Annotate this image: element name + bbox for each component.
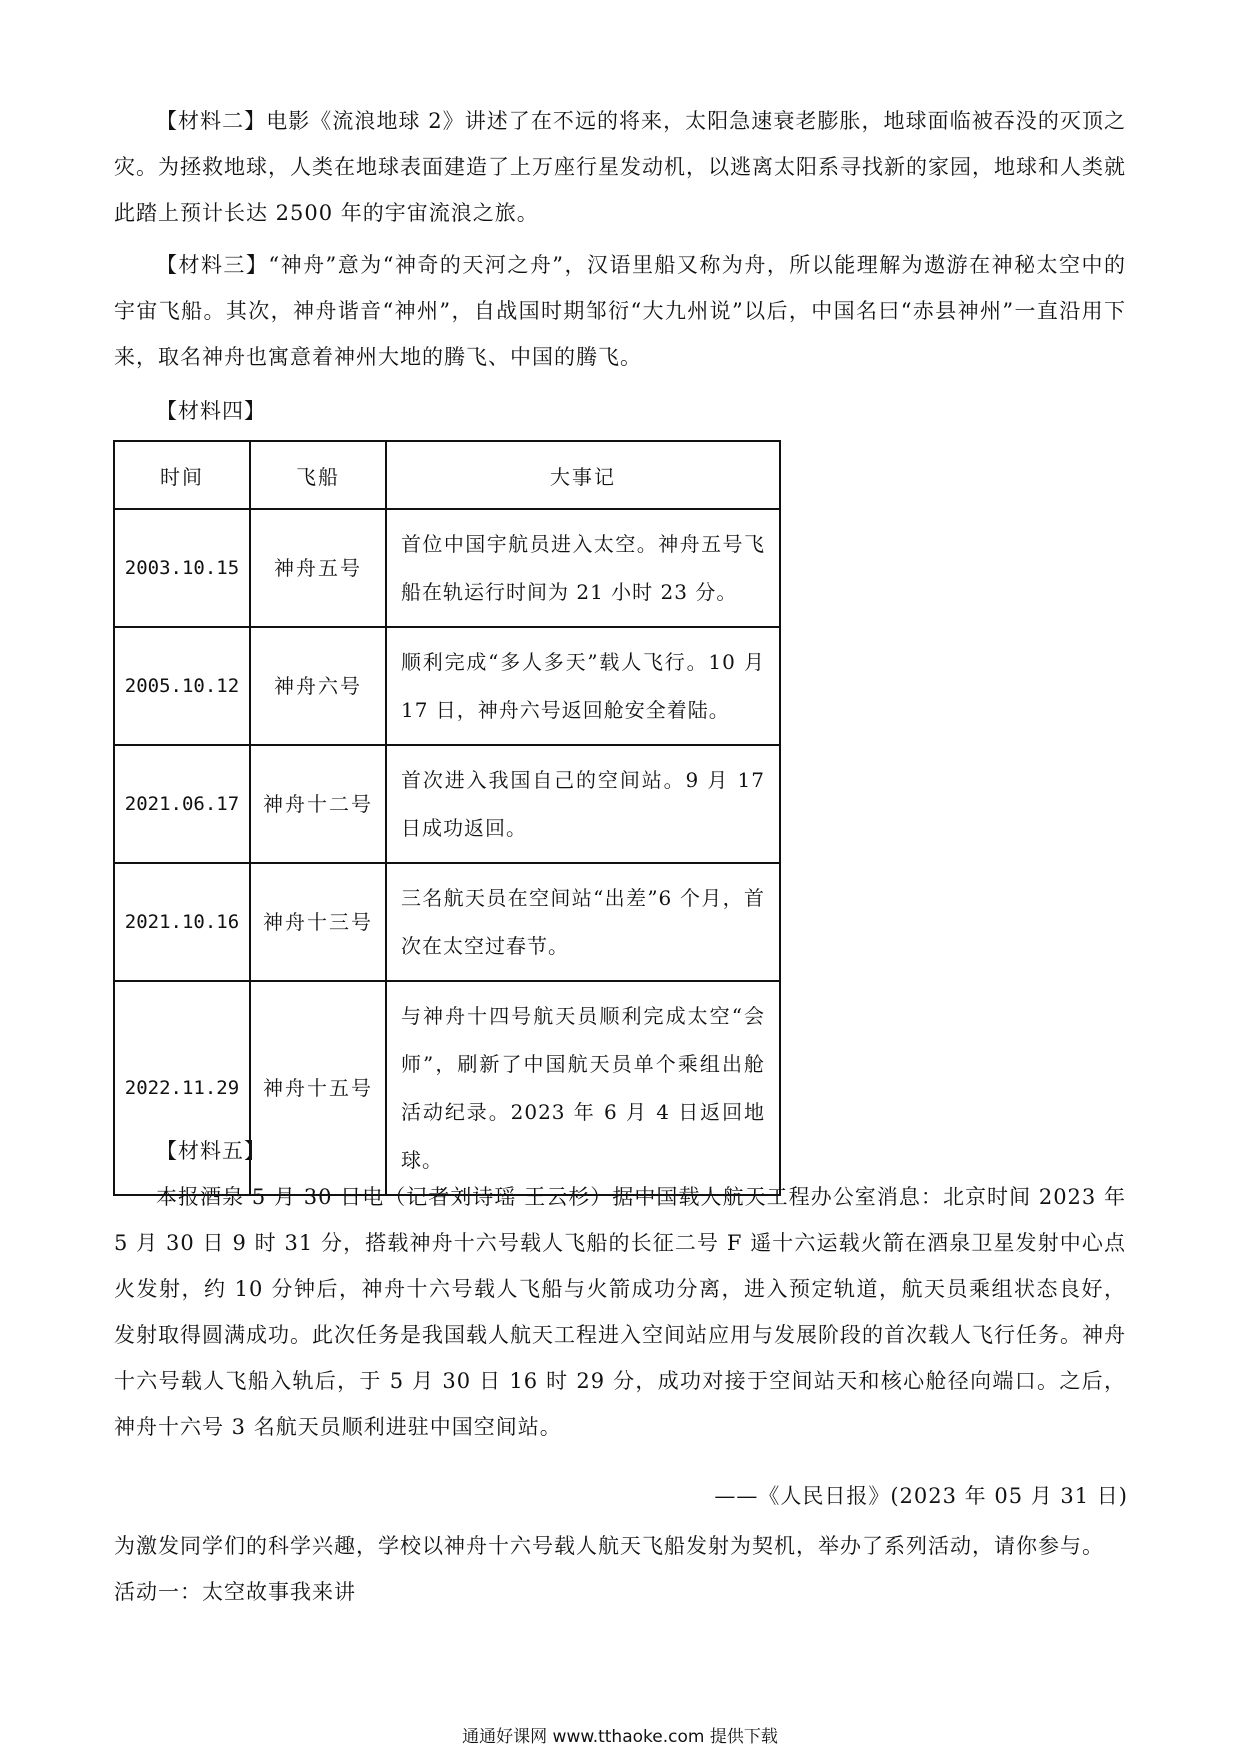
row-event: 首次进入我国自己的空间站。9 月 17 日成功返回。 (386, 745, 780, 863)
material-three-paragraph: 【材料三】“神舟”意为“神奇的天河之舟”，汉语里船又称为舟，所以能理解为遨游在神秘太空中的宇宙飞船。其次，神舟谐音“神州”，自战国时期邹衍“大九州说”以后，中国名曰“赤县神州”一直沿用下来，取名神舟也寓意着神州大地的腾飞、中国的腾飞。 (114, 253, 1126, 369)
table-row (114, 863, 780, 981)
table-header-row (114, 441, 780, 509)
activity-intro: 为激发同学们的科学兴趣，学校以神舟十六号载人航天飞船发射为契机，举办了系列活动，请你参与。 (114, 1534, 1104, 1558)
news-source-citation: ——《人民日报》(2023 年 05 月 31 日) (714, 1484, 1128, 1508)
material-five-paragraph: 本报酒泉 5 月 30 日电（记者刘诗瑶 王云杉）据中国载人航天工程办公室消息：北京时间 2023 年 5 月 30 日 9 时 31 分，搭载神舟十六号载人飞船的长征二号 F 遥十六运载火箭在酒泉卫星发射中心点火发射，约 10 分钟后，神舟十六号载人飞船与火箭成功分离，进入预定轨道，航天员乘组状态良好，发射取得圆满成功。此次任务是我国载人航天工程进入空间站应用与发展阶段的首次载人飞行任务。神舟十六号载人飞船入轨后，于 5 月 30 日 16 时 29 分，成功对接于空间站天和核心舱径向端口。之后，神舟十六号 3 名航天员顺利进驻中国空间站。 (114, 1185, 1126, 1439)
header-ship: 飞船 (250, 441, 386, 509)
row-event: 顺利完成“多人多天”载人飞行。10 月 17 日，神舟六号返回舱安全着陆。 (386, 627, 780, 745)
row-date: 2005.10.12 (114, 627, 250, 745)
activity-one-heading: 活动一：太空故事我来讲 (114, 1580, 356, 1604)
row-date: 2021.06.17 (114, 745, 250, 863)
table-row (114, 745, 780, 863)
row-event: 与神舟十四号航天员顺利完成太空“会师”，刷新了中国航天员单个乘组出舱活动纪录。2023 年 6 月 4 日返回地球。 (386, 981, 780, 1195)
row-ship: 神舟十五号 (250, 981, 386, 1195)
table-row (114, 627, 780, 745)
header-time: 时间 (114, 441, 250, 509)
header-events: 大事记 (386, 441, 780, 509)
row-date: 2003.10.15 (114, 509, 250, 627)
row-ship: 神舟十三号 (250, 863, 386, 981)
row-ship: 神舟十二号 (250, 745, 386, 863)
row-event: 首位中国宇航员进入太空。神舟五号飞船在轨运行时间为 21 小时 23 分。 (386, 509, 780, 627)
row-ship: 神舟五号 (250, 509, 386, 627)
material-two-paragraph: 【材料二】电影《流浪地球 2》讲述了在不远的将来，太阳急速衰老膨胀，地球面临被吞没的灭顶之灾。为拯救地球，人类在地球表面建造了上万座行星发动机，以逃离太阳系寻找新的家园，地球和人类就此踏上预计长达 2500 年的宇宙流浪之旅。 (114, 109, 1126, 225)
material-five-label: 【材料五】 (156, 1139, 266, 1163)
page-footer: 通通好课网 www.tthaoke.com 提供下载 (462, 1727, 778, 1747)
table-row (114, 509, 780, 627)
row-date: 2021.10.16 (114, 863, 250, 981)
row-event: 三名航天员在空间站“出差”6 个月，首次在太空过春节。 (386, 863, 780, 981)
material-four-label: 【材料四】 (156, 399, 266, 423)
row-ship: 神舟六号 (250, 627, 386, 745)
spaceflight-events-table (113, 440, 781, 1196)
row-date: 2022.11.29 (114, 981, 250, 1195)
